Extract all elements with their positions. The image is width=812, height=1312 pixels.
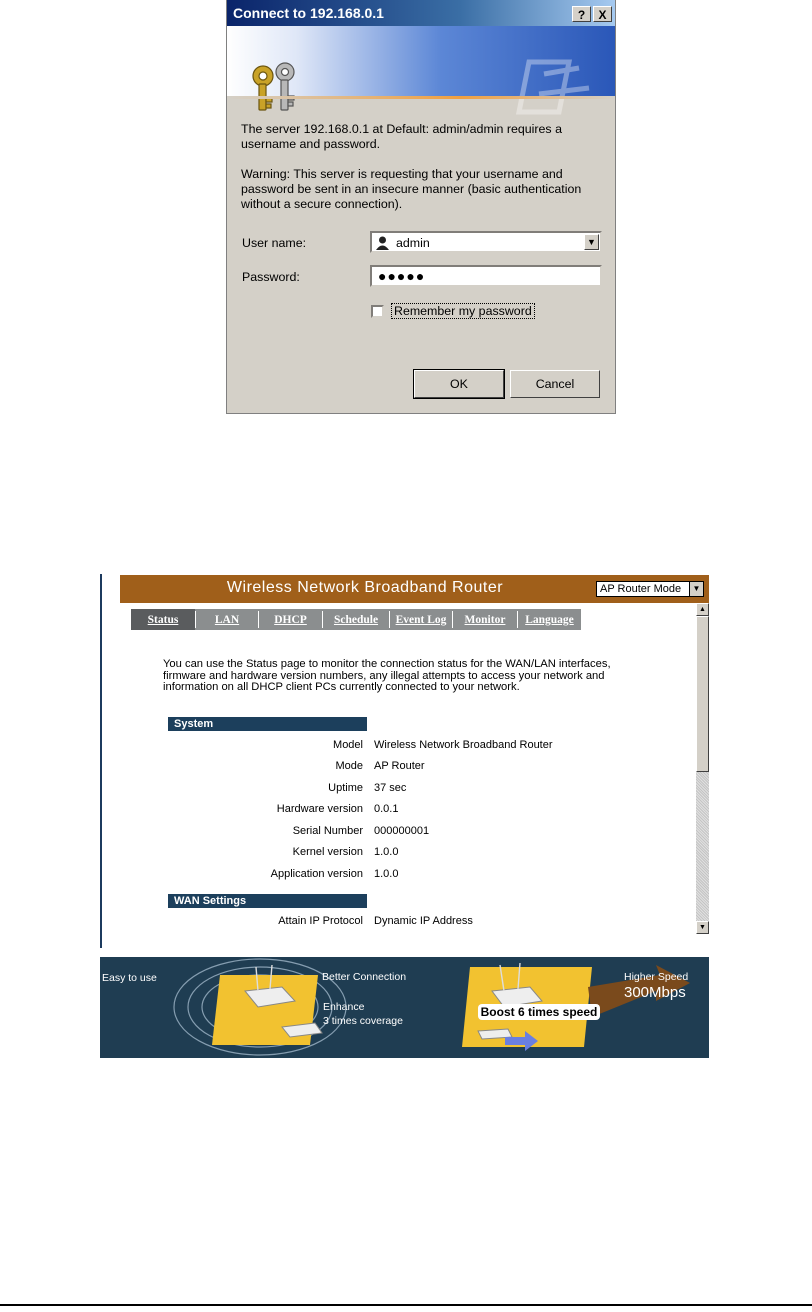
- kernel-version-label: Kernel version: [292, 846, 363, 858]
- hardware-version-label: Hardware version: [276, 803, 363, 815]
- intro-line: information on all DHCP client PCs currently connected to your network.: [163, 681, 520, 694]
- model-value: Wireless Network Broadband Router: [374, 739, 553, 751]
- page-left-border: [100, 574, 102, 948]
- tab-lan[interactable]: LAN: [214, 614, 240, 626]
- enhance-text: Enhance: [323, 1001, 365, 1013]
- tab-event-log[interactable]: Event Log: [395, 614, 447, 626]
- promo-banner: [100, 957, 709, 1058]
- router-header: [120, 575, 709, 603]
- login-dialog: [226, 0, 616, 414]
- remember-label[interactable]: Remember my password: [391, 303, 535, 319]
- mode-value: AP Router: [374, 760, 425, 772]
- tab-monitor[interactable]: Monitor: [464, 614, 506, 626]
- cancel-button[interactable]: Cancel: [510, 370, 600, 398]
- watermark-icon: [499, 54, 599, 120]
- boost-speed-badge: Boost 6 times speed: [478, 1004, 600, 1020]
- higher-speed-text: Higher Speed: [624, 971, 689, 983]
- mode-select-value: AP Router Mode: [600, 583, 682, 595]
- wan-section-header: WAN Settings: [168, 894, 367, 908]
- tab-dhcp[interactable]: DHCP: [274, 614, 307, 626]
- status-intro: [163, 659, 683, 694]
- model-label: Model: [333, 739, 363, 751]
- username-combobox[interactable]: [370, 231, 602, 253]
- router-title: Wireless Network Broadband Router: [226, 579, 504, 596]
- dialog-banner: [227, 26, 615, 96]
- kernel-version-value: 1.0.0: [374, 846, 399, 858]
- application-version-label: Application version: [270, 868, 363, 880]
- auth-message: The server 192.168.0.1 at Default: admin/admin requires a username and password.: [241, 122, 562, 151]
- intro-line: firmware and hardware version numbers, any illegal attempts to access your network and: [163, 669, 605, 682]
- serial-number-value: 000000001: [374, 825, 430, 837]
- tab-language[interactable]: Language: [525, 614, 574, 626]
- scrollbar-thumb[interactable]: [696, 616, 709, 772]
- username-value: admin: [396, 236, 430, 250]
- system-section-header: System: [168, 717, 367, 731]
- chevron-down-icon[interactable]: ▼: [584, 234, 599, 250]
- ok-button[interactable]: OK: [414, 370, 504, 398]
- scroll-up-icon[interactable]: ▲: [696, 603, 709, 616]
- hardware-version-value: 0.0.1: [374, 803, 399, 815]
- password-value: ●●●●●: [378, 268, 426, 284]
- dialog-title: Connect to 192.168.0.1: [233, 5, 384, 21]
- application-version-value: 1.0.0: [374, 868, 399, 880]
- speed-value-text: 300Mbps: [624, 984, 686, 1001]
- serial-number-label: Serial Number: [292, 825, 363, 837]
- uptime-label: Uptime: [328, 782, 363, 794]
- dialog-titlebar[interactable]: [227, 0, 615, 26]
- tab-status[interactable]: Status: [131, 609, 195, 630]
- user-icon: [375, 235, 390, 250]
- help-button[interactable]: ?: [572, 6, 591, 22]
- keys-icon: [245, 60, 309, 116]
- easy-to-use-text: Easy to use: [102, 972, 157, 984]
- page-footer-rule: [0, 1304, 812, 1306]
- mode-select[interactable]: [596, 581, 704, 597]
- close-button[interactable]: X: [593, 6, 612, 22]
- uptime-value: 37 sec: [374, 782, 407, 794]
- ip-protocol-value: Dynamic IP Address: [374, 915, 473, 927]
- ip-protocol-label: Attain IP Protocol: [278, 915, 363, 927]
- remember-checkbox[interactable]: [371, 305, 384, 318]
- mode-label: Mode: [335, 760, 363, 772]
- intro-line: You can use the Status page to monitor the connection status for the WAN/LAN interfaces,: [163, 658, 611, 670]
- tab-schedule[interactable]: Schedule: [333, 614, 379, 626]
- auth-warning: Warning: This server is requesting that your username and password be sent in an insecure manner (basic authentication without a secure connection).: [241, 167, 582, 211]
- banner-divider: [227, 96, 615, 99]
- scroll-down-icon[interactable]: ▼: [696, 921, 709, 934]
- username-label: User name:: [242, 236, 307, 250]
- router-nav: [131, 609, 581, 630]
- password-field[interactable]: [370, 265, 602, 287]
- coverage-text: 3 times coverage: [323, 1015, 403, 1027]
- chevron-down-icon[interactable]: ▼: [689, 582, 703, 596]
- better-connection-text: Better Connection: [322, 971, 407, 983]
- page-scrollbar[interactable]: [696, 603, 709, 934]
- password-label: Password:: [242, 270, 300, 284]
